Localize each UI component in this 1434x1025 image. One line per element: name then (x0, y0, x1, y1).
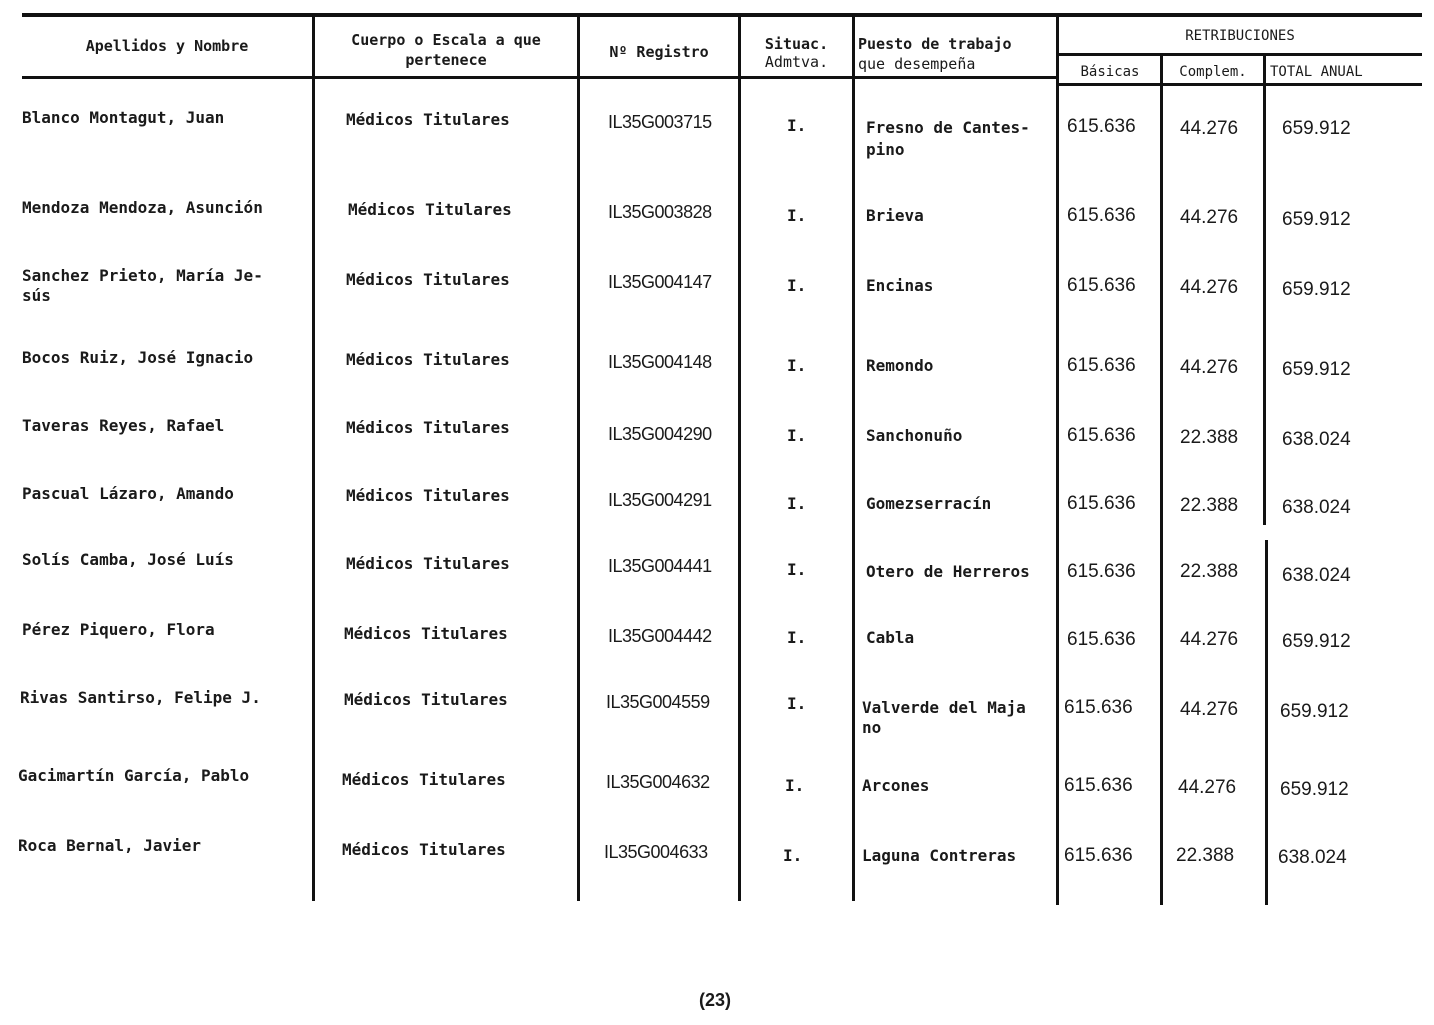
row-10-puesto: Arcones (862, 776, 930, 795)
row-1-situac: I. (787, 116, 807, 135)
col-divider-5 (1056, 13, 1059, 905)
row-4-cuerpo: Médicos Titulares (346, 350, 510, 369)
row-4-registro: IL35G004148 (608, 352, 712, 372)
row-5-basicas: 615.636 (1067, 425, 1136, 446)
top-rule (22, 13, 1422, 17)
col-divider-7b (1265, 540, 1268, 905)
row-10-total: 659.912 (1280, 779, 1349, 800)
header-situac-line1: Situac. (764, 35, 829, 53)
row-3-cuerpo: Médicos Titulares (346, 270, 510, 289)
row-7-name: Solís Camba, José Luís (22, 550, 234, 569)
row-1-puesto-line1: Fresno de Cantes- (866, 118, 1030, 137)
row-5-puesto: Sanchonuño (866, 426, 963, 445)
row-7-total: 638.024 (1282, 565, 1351, 586)
row-3-name-line1: Sanchez Prieto, María Je- (22, 266, 263, 285)
row-10-registro: IL35G004632 (606, 772, 710, 792)
row-10-cuerpo: Médicos Titulares (342, 770, 506, 789)
row-1-registro: IL35G003715 (608, 112, 712, 132)
row-10-basicas: 615.636 (1064, 775, 1133, 796)
row-7-basicas: 615.636 (1067, 561, 1136, 582)
row-9-situac: I. (787, 694, 807, 713)
row-3-situac: I. (787, 276, 807, 295)
header-puesto-line2: que desempeña (858, 55, 976, 73)
row-10-situac: I. (785, 776, 805, 795)
row-1-name: Blanco Montagut, Juan (22, 108, 225, 127)
row-5-complem: 22.388 (1180, 427, 1239, 448)
row-9-puesto-line1: Valverde del Maja (862, 698, 1026, 717)
row-5-situac: I. (787, 426, 807, 445)
col-divider-1 (312, 13, 315, 901)
header-total: TOTAL ANUAL (1270, 64, 1363, 80)
row-5-registro: IL35G004290 (608, 424, 712, 444)
row-9-registro: IL35G004559 (606, 692, 710, 712)
col-divider-7a (1263, 55, 1266, 525)
row-8-situac: I. (787, 628, 807, 647)
row-5-name: Taveras Reyes, Rafael (22, 416, 225, 435)
row-10-name: Gacimartín García, Pablo (18, 766, 250, 785)
row-4-situac: I. (787, 356, 807, 375)
row-7-cuerpo: Médicos Titulares (346, 554, 510, 573)
row-11-cuerpo: Médicos Titulares (342, 840, 506, 859)
row-8-basicas: 615.636 (1067, 629, 1136, 650)
row-1-total: 659.912 (1282, 118, 1351, 139)
col-divider-6 (1160, 55, 1163, 905)
row-6-basicas: 615.636 (1067, 493, 1136, 514)
row-3-name-line2: sús (22, 286, 51, 305)
row-6-cuerpo: Médicos Titulares (346, 486, 510, 505)
header-bottom-rule-right (1058, 83, 1422, 86)
row-2-complem: 44.276 (1180, 207, 1239, 228)
row-4-total: 659.912 (1282, 359, 1351, 380)
col-divider-3 (738, 13, 741, 901)
header-situac-line2: Admtva. (764, 53, 829, 71)
row-6-puesto: Gomezserracín (866, 494, 992, 513)
row-11-total: 638.024 (1278, 847, 1347, 868)
row-6-complem: 22.388 (1180, 495, 1239, 516)
row-5-cuerpo: Médicos Titulares (346, 418, 510, 437)
row-8-name: Pérez Piquero, Flora (22, 620, 215, 639)
row-3-total: 659.912 (1282, 279, 1351, 300)
row-6-name: Pascual Lázaro, Amando (22, 484, 234, 503)
row-8-cuerpo: Médicos Titulares (344, 624, 508, 643)
row-11-complem: 22.388 (1176, 845, 1235, 866)
header-cuerpo-line1: Cuerpo o Escala a que (351, 31, 541, 49)
row-8-total: 659.912 (1282, 631, 1351, 652)
row-9-complem: 44.276 (1180, 699, 1239, 720)
col-divider-4 (852, 13, 855, 901)
row-7-situac: I. (787, 560, 807, 579)
row-7-complem: 22.388 (1180, 561, 1239, 582)
row-7-registro: IL35G004441 (608, 556, 712, 576)
header-bottom-rule (22, 76, 1058, 79)
row-11-name: Roca Bernal, Javier (18, 836, 202, 855)
retribuciones-underline (1058, 53, 1422, 56)
row-8-puesto: Cabla (866, 628, 915, 647)
col-divider-2 (577, 13, 580, 901)
header-basicas: Básicas (1080, 64, 1140, 80)
row-2-name: Mendoza Mendoza, Asunción (22, 198, 263, 217)
row-3-registro: IL35G004147 (608, 272, 712, 292)
row-11-situac: I. (783, 846, 803, 865)
row-2-total: 659.912 (1282, 209, 1351, 230)
row-9-puesto-line2: no (862, 718, 882, 737)
row-3-complem: 44.276 (1180, 277, 1239, 298)
row-2-basicas: 615.636 (1067, 205, 1136, 226)
row-1-cuerpo: Médicos Titulares (346, 110, 510, 129)
header-registro: Nº Registro (609, 43, 709, 61)
row-4-complem: 44.276 (1180, 357, 1239, 378)
row-2-registro: IL35G003828 (608, 202, 712, 222)
row-9-total: 659.912 (1280, 701, 1349, 722)
row-1-basicas: 615.636 (1067, 116, 1136, 137)
row-5-total: 638.024 (1282, 429, 1351, 450)
row-2-puesto: Brieva (866, 206, 924, 225)
row-6-registro: IL35G004291 (608, 490, 712, 510)
row-6-total: 638.024 (1282, 497, 1351, 518)
row-3-basicas: 615.636 (1067, 275, 1136, 296)
row-9-name: Rivas Santirso, Felipe J. (20, 688, 261, 707)
header-name: Apellidos y Nombre (85, 37, 249, 55)
row-9-cuerpo: Médicos Titulares (344, 690, 508, 709)
row-3-puesto: Encinas (866, 276, 934, 295)
row-11-basicas: 615.636 (1064, 845, 1133, 866)
row-4-name: Bocos Ruiz, José Ignacio (22, 348, 254, 367)
row-6-situac: I. (787, 494, 807, 513)
row-8-registro: IL35G004442 (608, 626, 712, 646)
row-2-cuerpo: Médicos Titulares (348, 200, 512, 219)
row-7-puesto: Otero de Herreros (866, 562, 1030, 581)
row-9-basicas: 615.636 (1064, 697, 1133, 718)
row-11-registro: IL35G004633 (604, 842, 708, 862)
header-puesto-line1: Puesto de trabajo (858, 35, 1012, 53)
row-2-situac: I. (787, 206, 807, 225)
header-retribuciones: RETRIBUCIONES (1185, 28, 1295, 44)
row-4-basicas: 615.636 (1067, 355, 1136, 376)
row-11-puesto: Laguna Contreras (862, 846, 1017, 865)
row-1-puesto-line2: pino (866, 140, 905, 159)
header-cuerpo-line2: pertenece (405, 51, 487, 69)
page-number: (23) (698, 990, 731, 1010)
row-10-complem: 44.276 (1178, 777, 1237, 798)
row-4-puesto: Remondo (866, 356, 934, 375)
row-1-complem: 44.276 (1180, 118, 1239, 139)
header-complem: Complem. (1179, 64, 1247, 80)
row-8-complem: 44.276 (1180, 629, 1239, 650)
